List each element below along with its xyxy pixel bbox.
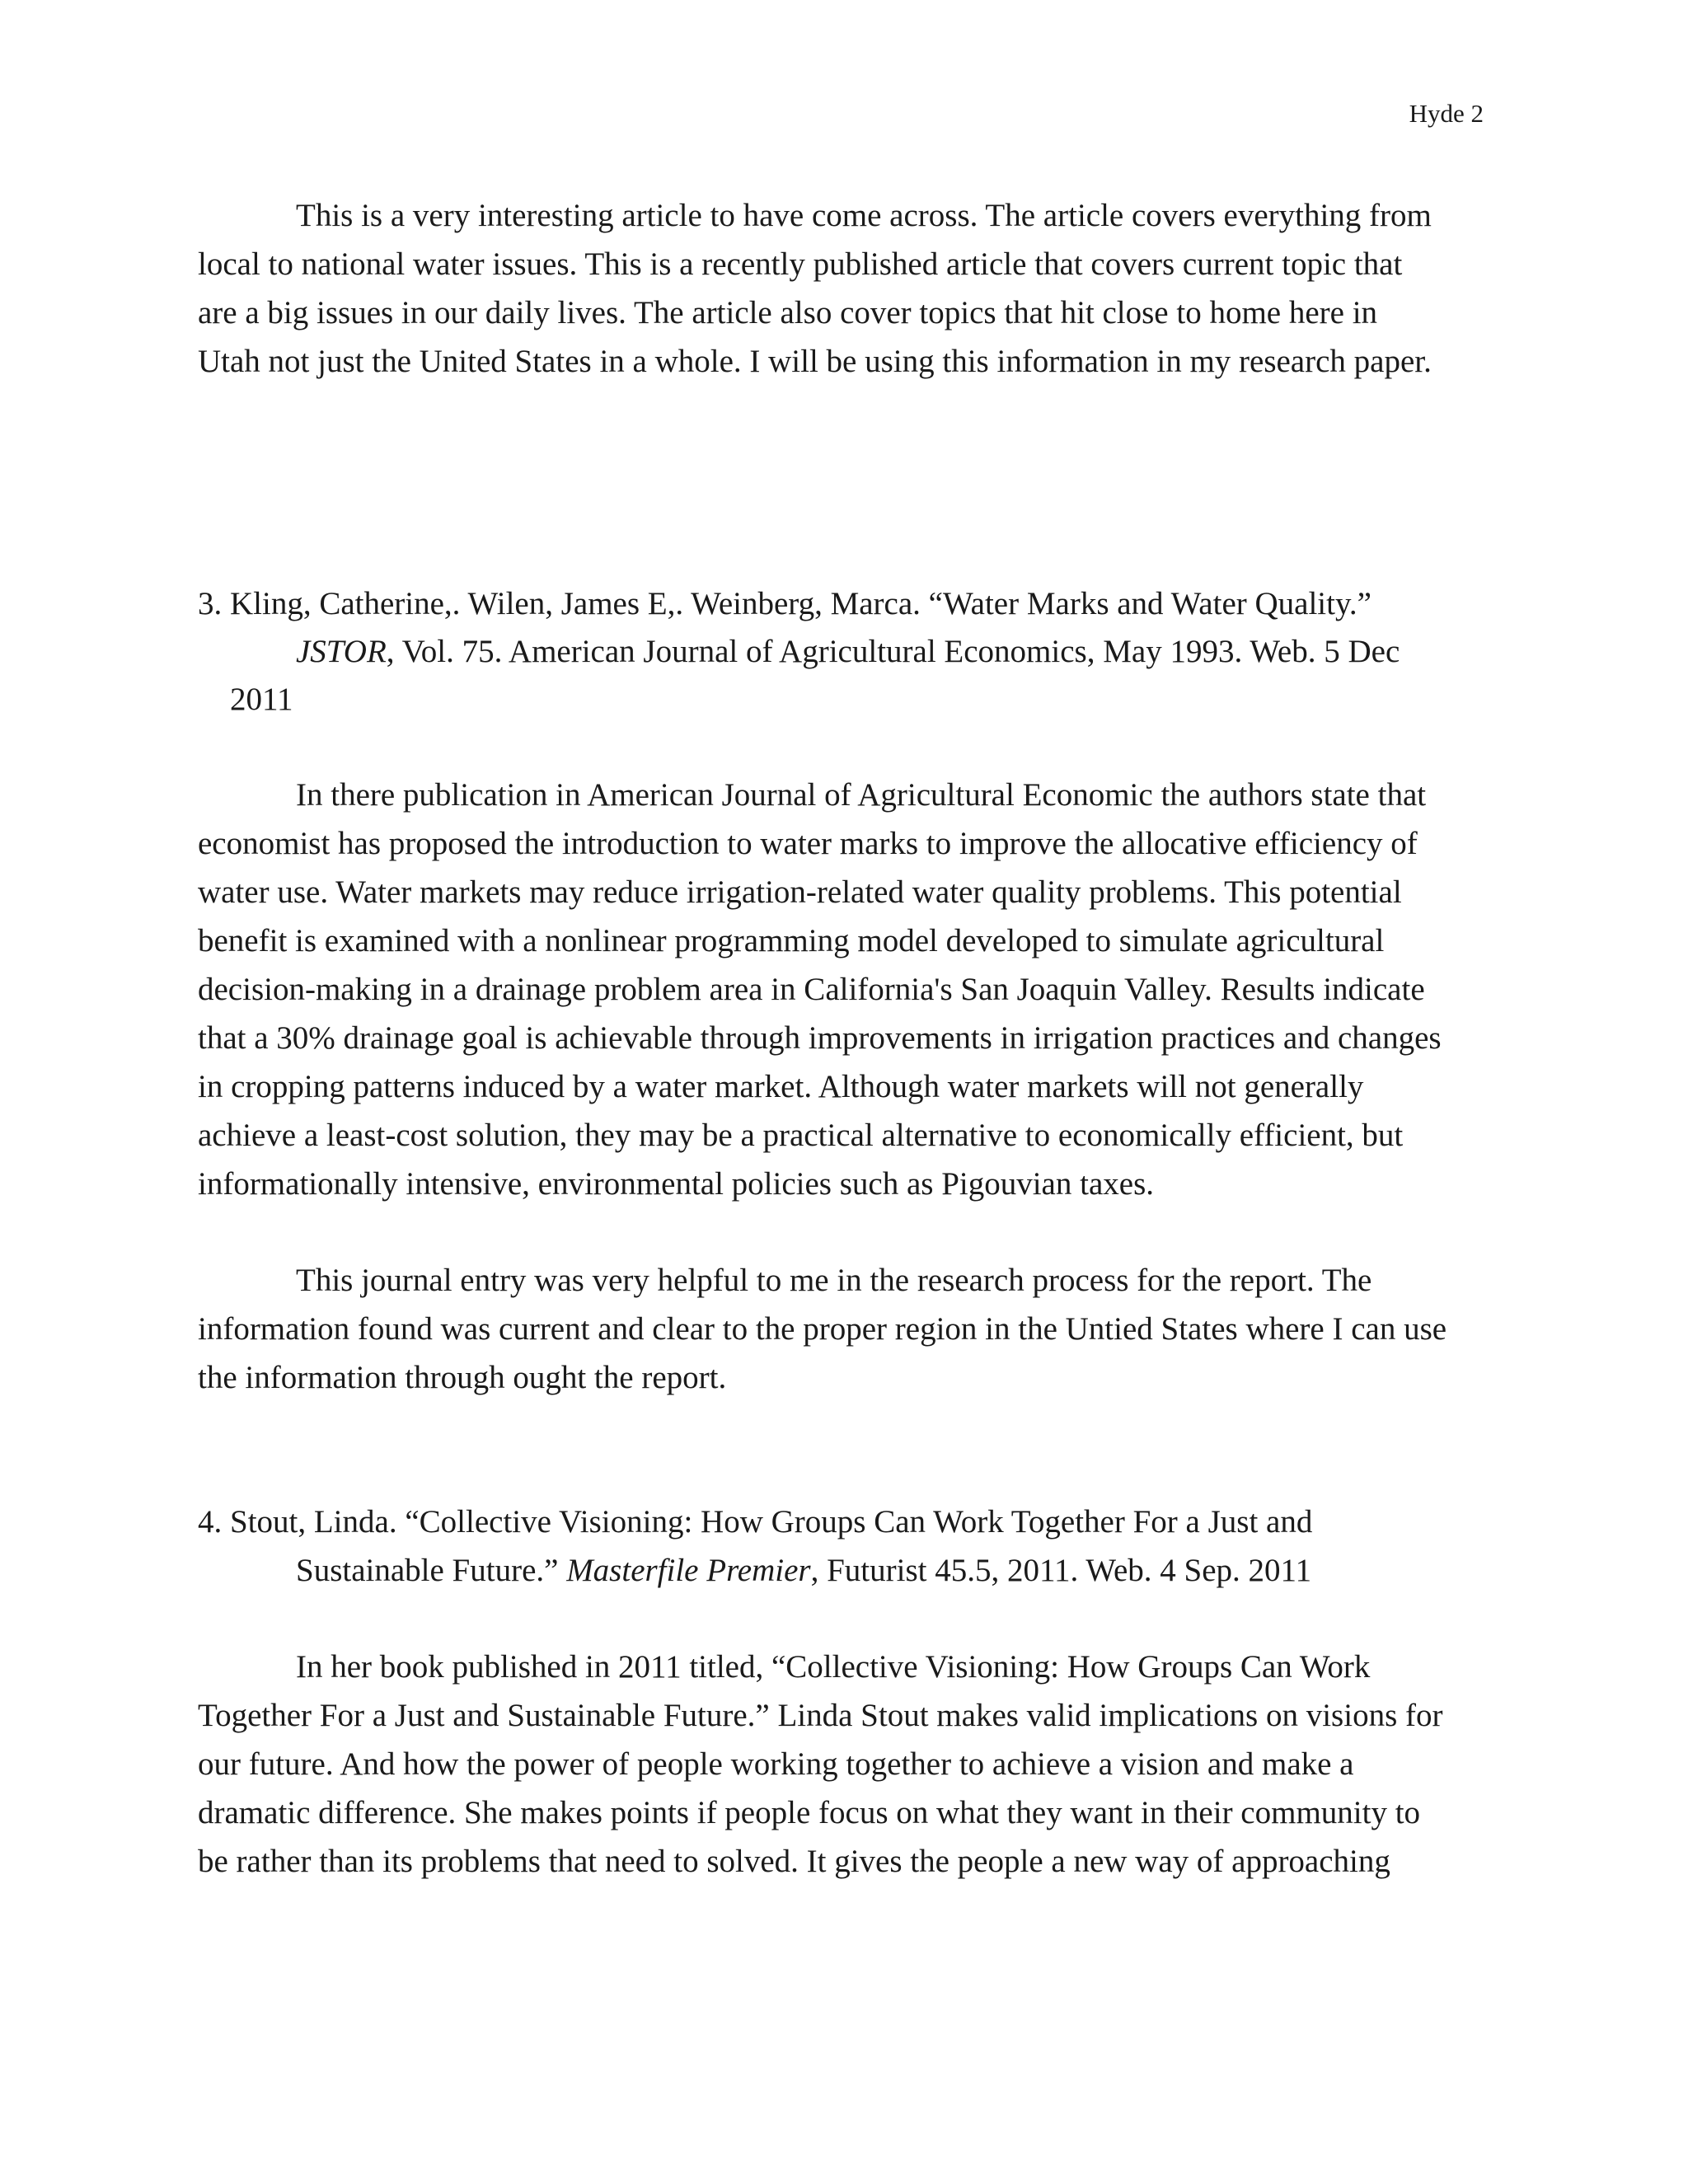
citation-3-line-3: 2011 [230,682,293,717]
summary-3-line: informationally intensive, environmental policies such as Pigouvian taxes. [198,1166,1155,1202]
summary-4-line: dramatic difference. She makes points if people focus on what they want in their community to [198,1795,1421,1830]
running-head: Hyde 2 [1409,99,1484,128]
summary-3-line: that a 30% drainage goal is achievable through improvements in irrigation practices and changes [198,1020,1442,1056]
summary-4-line: be rather than its problems that need to solved. It gives the people a new way of approaching [198,1844,1390,1879]
summary-3-line: decision-making in a drainage problem area in California's San Joaquin Valley. Results indicate [198,972,1425,1007]
citation-4-details: , Futurist 45.5, 2011. Web. 4 Sep. 2011 [810,1553,1312,1588]
citation-4-title-end: Sustainable Future.” [296,1553,567,1588]
summary-4-line: Together For a Just and Sustainable Future.” Linda Stout makes valid implications on visions for [198,1698,1443,1733]
summary-3-line: achieve a least-cost solution, they may be a practical alternative to economically efficient, but [198,1118,1404,1153]
citation-4-line-1: 4. Stout, Linda. “Collective Visioning: How Groups Can Work Together For a Just and [198,1504,1313,1540]
citation-3-source: JSTOR [296,634,387,669]
citation-4-line-2 [296,1546,1311,1596]
summary-4-line: In her book published in 2011 titled, “Collective Visioning: How Groups Can Work [296,1649,1371,1685]
summary-3-line: benefit is examined with a nonlinear programming model developed to simulate agricultural [198,923,1385,958]
summary-3-line: economist has proposed the introduction to water marks to improve the allocative efficiency of [198,826,1418,861]
summary-4-line: our future. And how the power of people working together to achieve a vision and make a [198,1746,1354,1782]
summary-3-line: in cropping patterns induced by a water market. Although water markets will not generally [198,1069,1364,1104]
annotation-2-line: This is a very interesting article to have come across. The article covers everything from [296,198,1432,233]
summary-3-line: water use. Water markets may reduce irrigation-related water quality problems. This potential [198,874,1402,910]
summary-3-line: In there publication in American Journal of Agricultural Economic the authors state that [296,777,1427,813]
citation-4-source: Masterfile Premier [566,1553,811,1588]
annotation-2-line: are a big issues in our daily lives. The article also cover topics that hit close to home here in [198,295,1378,330]
annotation-2-line: Utah not just the United States in a whole. I will be using this information in my research paper. [198,344,1432,379]
citation-3-line-1: 3. Kling, Catherine,. Wilen, James E,. Weinberg, Marca. “Water Marks and Water Quality.” [198,586,1372,621]
annotation-3-line: This journal entry was very helpful to me in the research process for the report. The [296,1263,1372,1298]
annotation-2-line: local to national water issues. This is a recently published article that covers current topic that [198,246,1403,282]
annotation-3-line: the information through ought the report. [198,1360,727,1395]
annotation-3-line: information found was current and clear to the proper region in the Untied States where I can use [198,1311,1447,1347]
citation-3-details: , Vol. 75. American Journal of Agricultural Economics, May 1993. Web. 5 Dec [386,634,1400,669]
citation-3-line-2 [296,627,1400,677]
